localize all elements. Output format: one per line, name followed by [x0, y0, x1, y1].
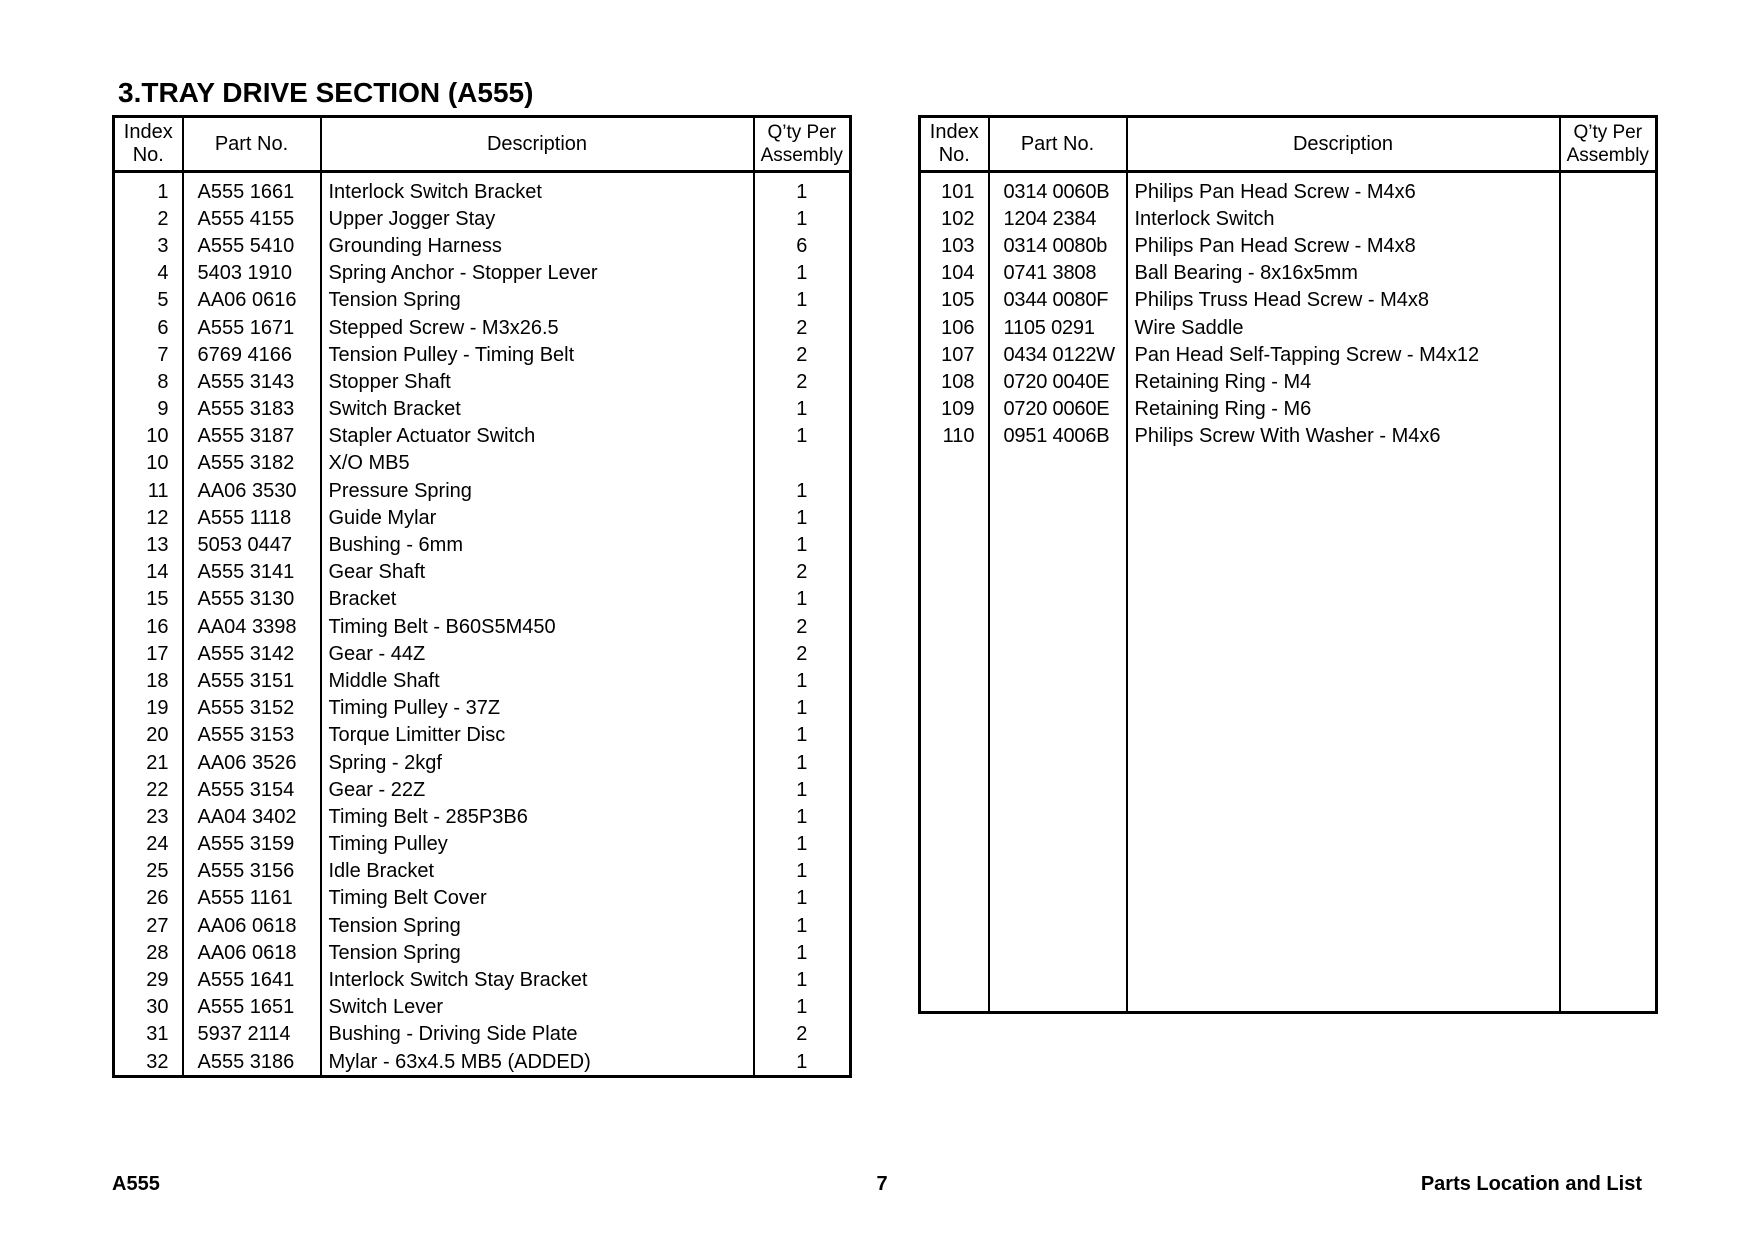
table-row	[114, 912, 851, 939]
index-cell: 11	[114, 477, 183, 504]
index-cell: 106	[920, 314, 989, 341]
table-row	[920, 260, 1657, 287]
table-filler-row	[920, 450, 1657, 1013]
description-cell: Philips Truss Head Screw - M4x8	[1127, 287, 1560, 314]
part-no-cell: A555 3154	[183, 776, 321, 803]
part-no-cell: AA06 3526	[183, 749, 321, 776]
description-cell: Interlock Switch Bracket	[321, 172, 754, 206]
qty-cell	[1560, 396, 1657, 423]
table-header-row	[920, 117, 1657, 172]
description-cell: Mylar - 63x4.5 MB5 (ADDED)	[321, 1048, 754, 1077]
index-cell: 101	[920, 172, 989, 206]
qty-cell: 1	[754, 939, 851, 966]
table-row	[114, 205, 851, 232]
description-cell: Interlock Switch	[1127, 205, 1560, 232]
qty-cell: 1	[754, 831, 851, 858]
description-cell: Philips Pan Head Screw - M4x6	[1127, 172, 1560, 206]
index-cell: 6	[114, 314, 183, 341]
index-cell: 2	[114, 205, 183, 232]
index-cell: 108	[920, 368, 989, 395]
index-cell: 32	[114, 1048, 183, 1077]
part-no-cell: A555 1118	[183, 504, 321, 531]
qty-cell	[1560, 172, 1657, 206]
table-row	[114, 396, 851, 423]
qty-cell: 6	[754, 232, 851, 259]
filler-cell	[989, 450, 1127, 1013]
table-row	[920, 314, 1657, 341]
table-row	[114, 423, 851, 450]
index-cell: 105	[920, 287, 989, 314]
description-cell: Wire Saddle	[1127, 314, 1560, 341]
description-cell: Timing Belt - B60S5M450	[321, 613, 754, 640]
description-cell: Retaining Ring - M6	[1127, 396, 1560, 423]
index-cell: 17	[114, 640, 183, 667]
qty-cell: 2	[754, 314, 851, 341]
description-header: Description	[1127, 117, 1560, 172]
description-cell: Philips Screw With Washer - M4x6	[1127, 423, 1560, 450]
qty-cell: 1	[754, 287, 851, 314]
table-row	[114, 749, 851, 776]
index-cell: 4	[114, 260, 183, 287]
description-cell: Tension Spring	[321, 912, 754, 939]
parts-table-left	[112, 115, 852, 1078]
part-no-cell: 0720 0040E	[989, 368, 1127, 395]
part-no-cell: A555 3159	[183, 831, 321, 858]
part-no-cell: AA04 3398	[183, 613, 321, 640]
part-no-header: Part No.	[989, 117, 1127, 172]
description-cell: Philips Pan Head Screw - M4x8	[1127, 232, 1560, 259]
qty-cell: 1	[754, 396, 851, 423]
qty-cell: 1	[754, 667, 851, 694]
qty-cell: 2	[754, 341, 851, 368]
part-no-cell: A555 3182	[183, 450, 321, 477]
qty-cell	[1560, 260, 1657, 287]
table-row	[114, 450, 851, 477]
part-no-cell: AA06 0618	[183, 939, 321, 966]
description-cell: Gear - 22Z	[321, 776, 754, 803]
index-cell: 12	[114, 504, 183, 531]
description-cell: Tension Spring	[321, 939, 754, 966]
description-cell: Guide Mylar	[321, 504, 754, 531]
part-no-cell: AA06 3530	[183, 477, 321, 504]
table-row	[114, 831, 851, 858]
index-cell: 27	[114, 912, 183, 939]
filler-cell	[1560, 450, 1657, 1013]
qty-cell: 1	[754, 749, 851, 776]
part-no-cell: A555 3142	[183, 640, 321, 667]
table-row	[114, 314, 851, 341]
description-cell: Torque Limitter Disc	[321, 722, 754, 749]
footer-model: A555	[112, 1173, 160, 1195]
table-row	[114, 477, 851, 504]
table-row	[114, 1021, 851, 1048]
table-row	[114, 667, 851, 694]
qty-cell: 1	[754, 885, 851, 912]
qty-cell: 1	[754, 172, 851, 206]
table-row	[920, 368, 1657, 395]
description-cell: Stopper Shaft	[321, 368, 754, 395]
part-no-cell: 1204 2384	[989, 205, 1127, 232]
part-no-cell: A555 3183	[183, 396, 321, 423]
table-row	[114, 368, 851, 395]
parts-table-right	[918, 115, 1658, 1014]
part-no-cell: A555 1161	[183, 885, 321, 912]
qty-cell	[1560, 287, 1657, 314]
index-cell: 8	[114, 368, 183, 395]
table-row	[114, 966, 851, 993]
index-cell: 23	[114, 803, 183, 830]
qty-cell: 1	[754, 531, 851, 558]
description-cell: Grounding Harness	[321, 232, 754, 259]
part-no-cell: 0314 0060B	[989, 172, 1127, 206]
description-cell: Gear - 44Z	[321, 640, 754, 667]
part-no-cell: A555 3187	[183, 423, 321, 450]
table-row	[114, 341, 851, 368]
table-row	[114, 504, 851, 531]
description-cell: Switch Bracket	[321, 396, 754, 423]
index-cell: 26	[114, 885, 183, 912]
filler-cell	[920, 450, 989, 1013]
qty-header: Q’ty Per Assembly	[754, 117, 851, 172]
table-row	[114, 722, 851, 749]
index-cell: 14	[114, 559, 183, 586]
part-no-cell: 6769 4166	[183, 341, 321, 368]
table-row	[920, 205, 1657, 232]
part-no-cell: A555 3153	[183, 722, 321, 749]
part-no-cell: A555 3130	[183, 586, 321, 613]
index-cell: 104	[920, 260, 989, 287]
table-row	[114, 531, 851, 558]
part-no-cell: A555 3141	[183, 559, 321, 586]
index-cell: 25	[114, 858, 183, 885]
qty-cell	[754, 450, 851, 477]
description-cell: Bushing - 6mm	[321, 531, 754, 558]
part-no-cell: 5403 1910	[183, 260, 321, 287]
description-cell: Upper Jogger Stay	[321, 205, 754, 232]
qty-cell	[1560, 423, 1657, 450]
description-cell: Pan Head Self-Tapping Screw - M4x12	[1127, 341, 1560, 368]
qty-cell	[1560, 341, 1657, 368]
table-row	[114, 613, 851, 640]
qty-cell: 1	[754, 912, 851, 939]
index-cell: 13	[114, 531, 183, 558]
table-row	[114, 172, 851, 206]
part-no-cell: 5937 2114	[183, 1021, 321, 1048]
table-row	[114, 260, 851, 287]
index-cell: 28	[114, 939, 183, 966]
index-cell: 103	[920, 232, 989, 259]
index-cell: 20	[114, 722, 183, 749]
description-cell: Bracket	[321, 586, 754, 613]
table-row	[114, 640, 851, 667]
footer-section-title: Parts Location and List	[1420, 1173, 1642, 1195]
qty-cell: 1	[754, 858, 851, 885]
part-no-cell: AA06 0618	[183, 912, 321, 939]
qty-cell: 1	[754, 423, 851, 450]
table-row	[920, 423, 1657, 450]
table-row	[114, 695, 851, 722]
index-cell: 24	[114, 831, 183, 858]
qty-cell	[1560, 232, 1657, 259]
index-cell: 31	[114, 1021, 183, 1048]
description-cell: Spring Anchor - Stopper Lever	[321, 260, 754, 287]
part-no-cell: A555 1671	[183, 314, 321, 341]
qty-cell	[1560, 314, 1657, 341]
qty-cell	[1560, 368, 1657, 395]
index-cell: 29	[114, 966, 183, 993]
description-cell: Spring - 2kgf	[321, 749, 754, 776]
parts-table-left-body	[114, 172, 851, 1077]
description-cell: Tension Pulley - Timing Belt	[321, 341, 754, 368]
table-header-row	[114, 117, 851, 172]
part-no-cell: 0434 0122W	[989, 341, 1127, 368]
footer-page-number: 7	[876, 1173, 888, 1195]
part-no-cell: A555 5410	[183, 232, 321, 259]
description-cell: Timing Belt Cover	[321, 885, 754, 912]
qty-cell: 1	[754, 966, 851, 993]
description-cell: Timing Pulley - 37Z	[321, 695, 754, 722]
part-no-cell: 0741 3808	[989, 260, 1127, 287]
table-row	[114, 559, 851, 586]
table-row	[920, 232, 1657, 259]
index-cell: 109	[920, 396, 989, 423]
description-cell: Stepped Screw - M3x26.5	[321, 314, 754, 341]
description-cell: Interlock Switch Stay Bracket	[321, 966, 754, 993]
index-cell: 10	[114, 450, 183, 477]
description-cell: Middle Shaft	[321, 667, 754, 694]
qty-cell: 1	[754, 586, 851, 613]
table-row	[920, 172, 1657, 206]
part-no-cell: A555 1651	[183, 994, 321, 1021]
qty-cell: 2	[754, 559, 851, 586]
qty-cell: 2	[754, 1021, 851, 1048]
part-no-cell: AA04 3402	[183, 803, 321, 830]
part-no-cell: 1105 0291	[989, 314, 1127, 341]
table-row	[114, 232, 851, 259]
index-header: Index No.	[114, 117, 183, 172]
qty-cell: 1	[754, 260, 851, 287]
part-no-cell: 0314 0080b	[989, 232, 1127, 259]
qty-cell: 2	[754, 613, 851, 640]
parts-table-right-body	[920, 172, 1657, 1013]
description-cell: Tension Spring	[321, 287, 754, 314]
part-no-cell: A555 3152	[183, 695, 321, 722]
description-cell: Idle Bracket	[321, 858, 754, 885]
part-no-cell: A555 3156	[183, 858, 321, 885]
table-row	[920, 287, 1657, 314]
table-row	[114, 994, 851, 1021]
qty-cell: 1	[754, 477, 851, 504]
description-cell: Gear Shaft	[321, 559, 754, 586]
table-row	[114, 858, 851, 885]
filler-cell	[1127, 450, 1560, 1013]
description-cell: X/O MB5	[321, 450, 754, 477]
part-no-cell: 0951 4006B	[989, 423, 1127, 450]
qty-cell: 1	[754, 1048, 851, 1077]
part-no-cell: AA06 0616	[183, 287, 321, 314]
qty-cell	[1560, 205, 1657, 232]
part-no-cell: A555 3186	[183, 1048, 321, 1077]
description-cell: Pressure Spring	[321, 477, 754, 504]
index-cell: 15	[114, 586, 183, 613]
qty-cell: 2	[754, 640, 851, 667]
description-cell: Ball Bearing - 8x16x5mm	[1127, 260, 1560, 287]
index-cell: 5	[114, 287, 183, 314]
index-cell: 102	[920, 205, 989, 232]
table-row	[114, 287, 851, 314]
part-no-cell: A555 1641	[183, 966, 321, 993]
description-header: Description	[321, 117, 754, 172]
description-cell: Switch Lever	[321, 994, 754, 1021]
table-row	[114, 776, 851, 803]
index-cell: 22	[114, 776, 183, 803]
part-no-cell: A555 3143	[183, 368, 321, 395]
part-no-cell: 0344 0080F	[989, 287, 1127, 314]
description-cell: Retaining Ring - M4	[1127, 368, 1560, 395]
qty-cell: 1	[754, 504, 851, 531]
description-cell: Timing Pulley	[321, 831, 754, 858]
table-row	[114, 885, 851, 912]
index-cell: 18	[114, 667, 183, 694]
index-cell: 3	[114, 232, 183, 259]
qty-cell: 1	[754, 994, 851, 1021]
table-row	[114, 803, 851, 830]
description-cell: Bushing - Driving Side Plate	[321, 1021, 754, 1048]
table-row	[114, 939, 851, 966]
qty-cell: 1	[754, 803, 851, 830]
index-cell: 9	[114, 396, 183, 423]
part-no-cell: 5053 0447	[183, 531, 321, 558]
qty-cell: 1	[754, 695, 851, 722]
part-no-cell: A555 4155	[183, 205, 321, 232]
part-no-cell: 0720 0060E	[989, 396, 1127, 423]
table-row	[920, 396, 1657, 423]
description-cell: Stapler Actuator Switch	[321, 423, 754, 450]
index-cell: 16	[114, 613, 183, 640]
page-title: 3.TRAY DRIVE SECTION (A555)	[118, 77, 534, 108]
part-no-header: Part No.	[183, 117, 321, 172]
index-cell: 1	[114, 172, 183, 206]
index-cell: 107	[920, 341, 989, 368]
qty-cell: 1	[754, 205, 851, 232]
qty-cell: 1	[754, 722, 851, 749]
index-cell: 30	[114, 994, 183, 1021]
qty-cell: 2	[754, 368, 851, 395]
qty-header: Q’ty Per Assembly	[1560, 117, 1657, 172]
index-cell: 19	[114, 695, 183, 722]
table-row	[920, 341, 1657, 368]
index-cell: 21	[114, 749, 183, 776]
table-row	[114, 586, 851, 613]
index-cell: 110	[920, 423, 989, 450]
description-cell: Timing Belt - 285P3B6	[321, 803, 754, 830]
index-cell: 10	[114, 423, 183, 450]
part-no-cell: A555 1661	[183, 172, 321, 206]
table-row	[114, 1048, 851, 1077]
index-header: Index No.	[920, 117, 989, 172]
part-no-cell: A555 3151	[183, 667, 321, 694]
index-cell: 7	[114, 341, 183, 368]
qty-cell: 1	[754, 776, 851, 803]
